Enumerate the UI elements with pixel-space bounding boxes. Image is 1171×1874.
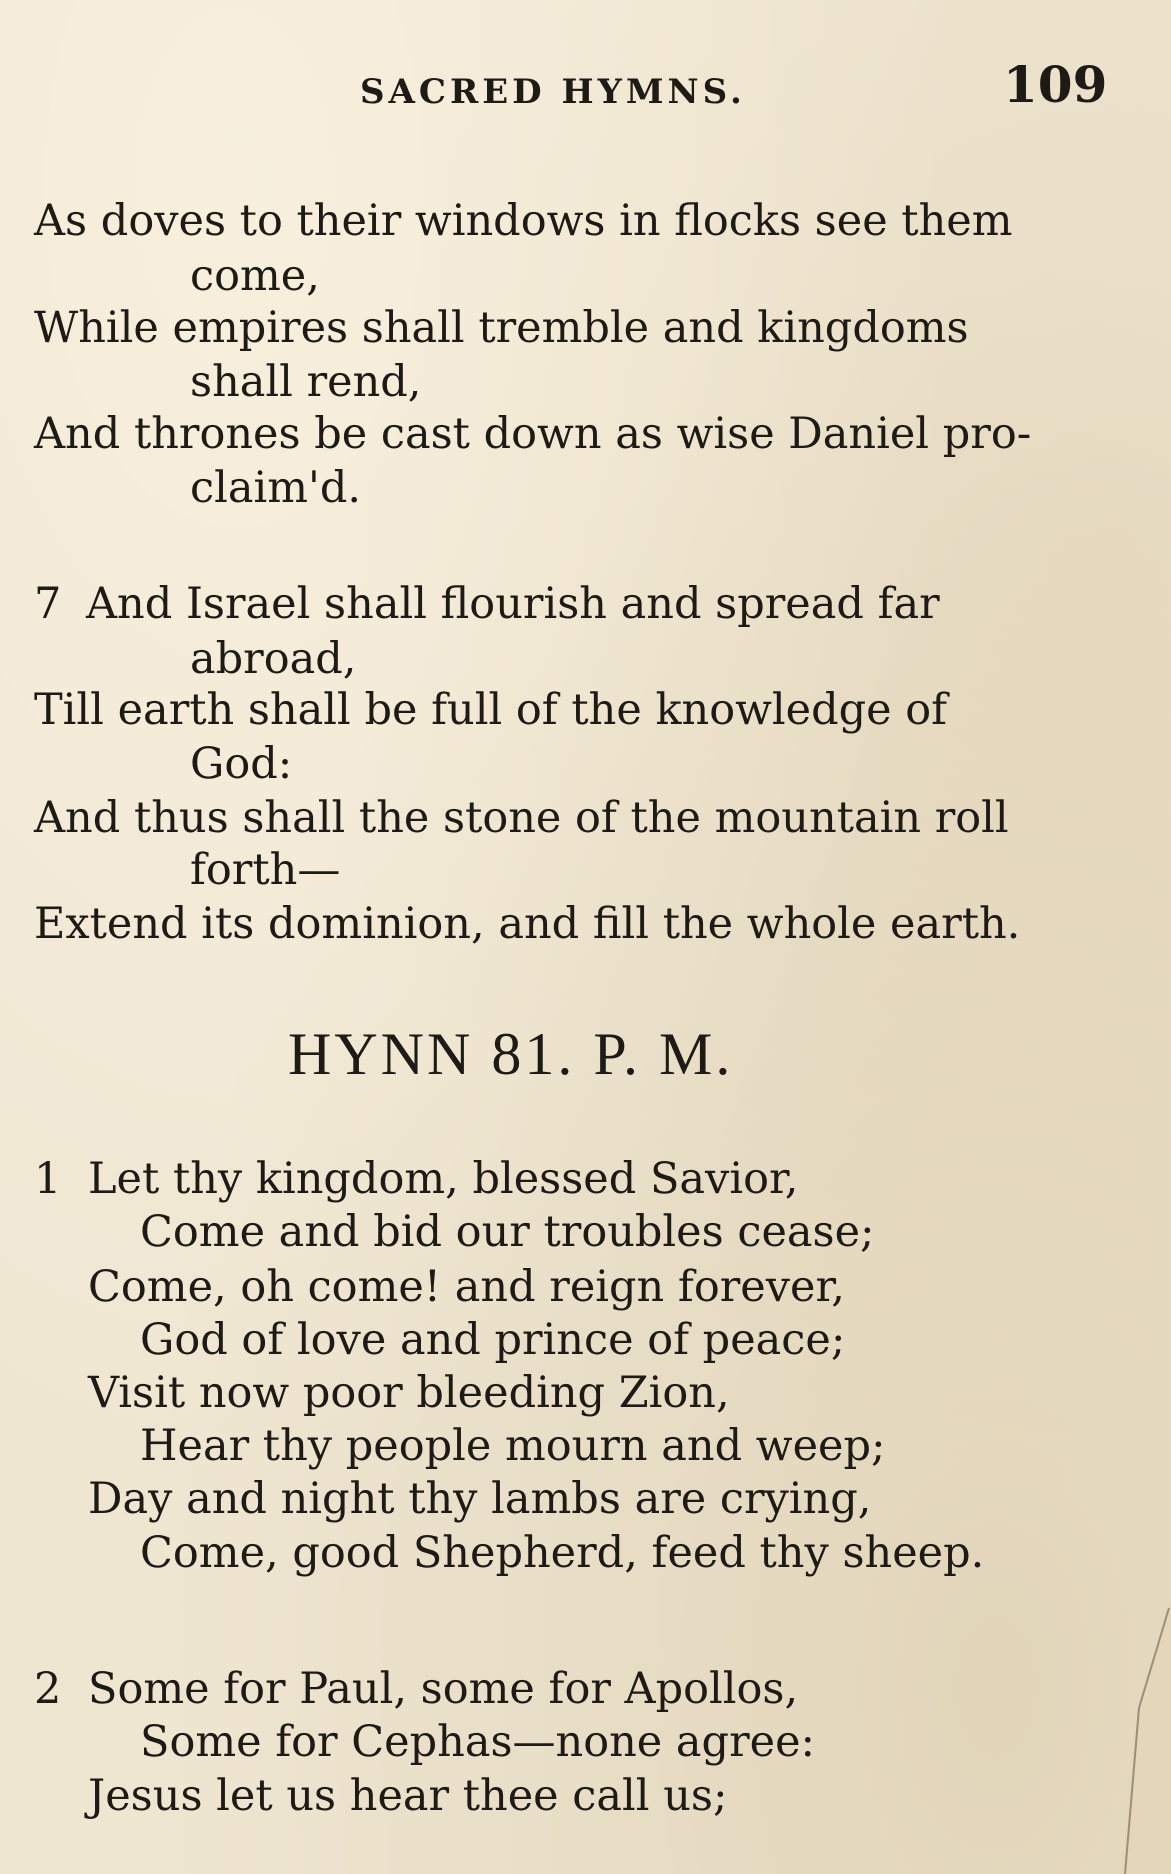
verse-number: 2 (34, 1664, 62, 1714)
verse-line: forth— (190, 845, 341, 895)
verse-line: Come and bid our troubles cease; (140, 1207, 875, 1257)
verse-line: Hear thy people mourn and weep; (140, 1421, 886, 1471)
verse-line: Come, good Shepherd, feed thy sheep. (140, 1528, 985, 1578)
verse-line: Some for Cephas—none agree: (140, 1717, 816, 1767)
verse-number: 7 (34, 579, 62, 629)
verse-line: God: (190, 739, 293, 789)
verse-line: And Israel shall flourish and spread far (86, 579, 940, 629)
page-number: 109 (1003, 55, 1108, 114)
verse-line: claim'd. (190, 463, 362, 513)
verse-line: Visit now poor bleeding Zion, (88, 1368, 730, 1418)
verse-line: Let thy kingdom, blessed Savior, (88, 1154, 799, 1204)
verse-line: As doves to their windows in flocks see them (34, 196, 1013, 246)
page-edge-shadow (1081, 1604, 1171, 1874)
verse-line: And thrones be cast down as wise Daniel pro- (34, 409, 1032, 459)
verse-line: abroad, (190, 634, 357, 684)
verse-line: shall rend, (190, 357, 422, 407)
verse-line: Day and night thy lambs are crying, (88, 1474, 872, 1524)
running-head: SACRED HYMNS. (360, 72, 746, 112)
verse-line: And thus shall the stone of the mountain roll (34, 793, 1009, 843)
verse-line: Jesus let us hear thee call us; (88, 1771, 728, 1821)
verse-number: 1 (34, 1154, 62, 1204)
verse-line: come, (190, 251, 320, 301)
verse-line: Some for Paul, some for Apollos, (88, 1664, 799, 1714)
verse-line: Till earth shall be full of the knowledge of (34, 685, 948, 735)
hymn-heading: HYNN 81. P. M. (288, 1021, 734, 1087)
verse-line: While empires shall tremble and kingdoms (34, 303, 969, 353)
verse-line: Come, oh come! and reign forever, (88, 1262, 845, 1312)
verse-line: Extend its dominion, and fill the whole earth. (34, 899, 1021, 949)
verse-line: God of love and prince of peace; (140, 1315, 846, 1365)
